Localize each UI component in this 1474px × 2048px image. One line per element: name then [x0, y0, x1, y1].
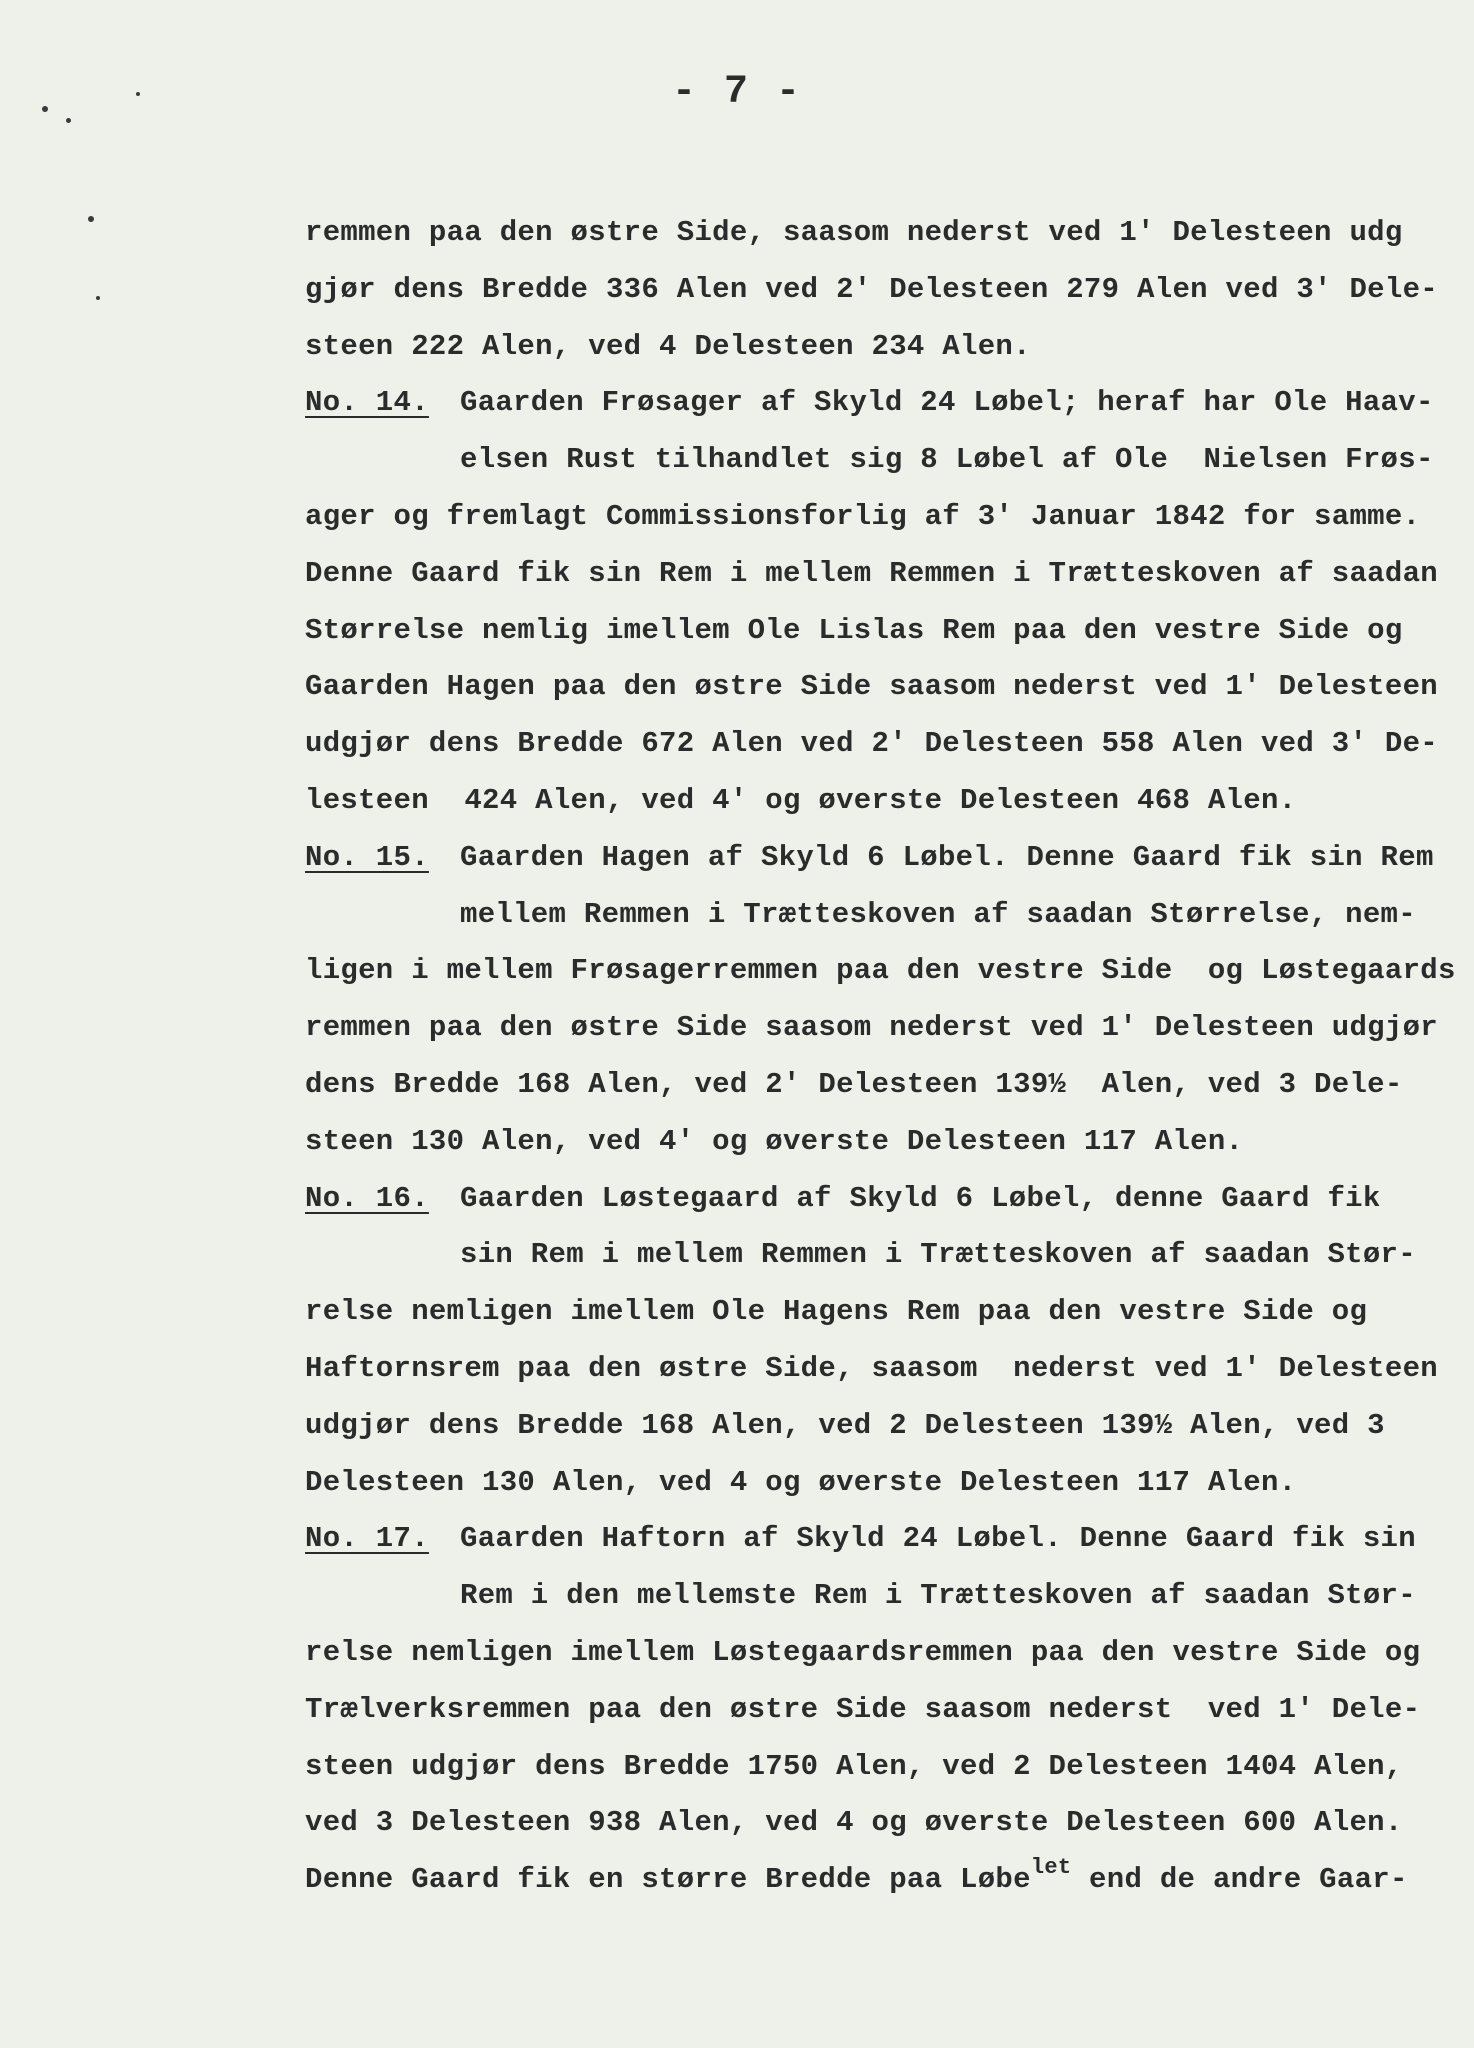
- text-line: relse nemligen imellem Ole Hagens Rem paa den vestre Side og: [305, 1295, 1368, 1329]
- text-line: Trælverksremmen paa den østre Side saasom nederst ved 1' Dele-: [305, 1692, 1421, 1726]
- text-line: Haftornsrem paa den østre Side, saasom nederst ved 1' Delesteen: [305, 1351, 1438, 1385]
- text-line: sin Rem i mellem Remmen i Trætteskoven af saadan Stør-: [460, 1238, 1416, 1272]
- text-line: relse nemligen imellem Løstegaardsremmen paa den vestre Side og: [305, 1635, 1421, 1669]
- body-text: [305, 205, 1456, 1909]
- margin-mark: [88, 216, 94, 222]
- page-number: - 7 -: [671, 70, 803, 115]
- text-line: dens Bredde 168 Alen, ved 2' Delesteen 139½ Alen, ved 3 Dele-: [305, 1067, 1403, 1101]
- margin-mark: [66, 118, 71, 123]
- text-line: steen udgjør dens Bredde 1750 Alen, ved 2 Delesteen 1404 Alen,: [305, 1749, 1403, 1783]
- entry-15-heading: [305, 830, 1445, 887]
- entry-number: No. 17.: [305, 1522, 429, 1556]
- margin-mark: [96, 296, 100, 300]
- text-line: remmen paa den østre Side saasom nederst ved 1' Delesteen udgjør: [305, 1011, 1438, 1045]
- text-line-last: [305, 1852, 1445, 1909]
- text-line: Gaarden Haftorn af Skyld 24 Løbel. Denne Gaard fik sin: [460, 1522, 1416, 1556]
- entry-number: No. 14.: [305, 386, 429, 420]
- text-line: Gaarden Løstegaard af Skyld 6 Løbel, denne Gaard fik: [460, 1181, 1381, 1215]
- text-line: steen 130 Alen, ved 4' og øverste Delesteen 117 Alen.: [305, 1124, 1244, 1158]
- text-line: ager og fremlagt Commissionsforlig af 3' Januar 1842 for samme.: [305, 499, 1421, 533]
- entry-17-heading: [305, 1511, 1445, 1568]
- text-line: Rem i den mellemste Rem i Trætteskoven af saadan Stør-: [460, 1579, 1416, 1613]
- text-line: ved 3 Delesteen 938 Alen, ved 4 og øverste Delesteen 600 Alen.: [305, 1806, 1403, 1840]
- text-line: mellem Remmen i Trætteskoven af saadan Størrelse, nem-: [460, 897, 1416, 931]
- text-line: Størrelse nemlig imellem Ole Lislas Rem paa den vestre Side og: [305, 613, 1403, 647]
- text-line: remmen paa den østre Side, saasom nederst ved 1' Delesteen udg: [305, 216, 1403, 249]
- entry-16-heading: [305, 1171, 1445, 1228]
- text-line: Gaarden Frøsager af Skyld 24 Løbel; heraf har Ole Haav-: [460, 386, 1434, 420]
- entry-14-heading: [305, 375, 1445, 432]
- text-line: udgjør dens Bredde 168 Alen, ved 2 Delesteen 139½ Alen, ved 3: [305, 1408, 1385, 1442]
- text-fragment: end de andre Gaar-: [1071, 1863, 1408, 1897]
- text-line: Gaarden Hagen af Skyld 6 Løbel. Denne Gaard fik sin Rem: [460, 840, 1434, 874]
- text-line: Gaarden Hagen paa den østre Side saasom nederst ved 1' Delesteen: [305, 670, 1438, 704]
- superscript-insertion: let: [1030, 1855, 1072, 1881]
- text-line: lesteen 424 Alen, ved 4' og øverste Delesteen 468 Alen.: [305, 783, 1297, 817]
- text-line: gjør dens Bredde 336 Alen ved 2' Delesteen 279 Alen ved 3' Dele-: [305, 272, 1438, 306]
- text-line: steen 222 Alen, ved 4 Delesteen 234 Alen.: [305, 329, 1031, 363]
- text-line: Denne Gaard fik sin Rem i mellem Remmen i Trætteskoven af saadan: [305, 556, 1438, 590]
- text-line: udgjør dens Bredde 672 Alen ved 2' Delesteen 558 Alen ved 3' De-: [305, 727, 1438, 761]
- text-fragment: Denne Gaard fik en større Bredde paa Løbe: [305, 1863, 1031, 1897]
- text-line: elsen Rust tilhandlet sig 8 Løbel af Ole Nielsen Frøs-: [460, 443, 1434, 477]
- text-line: ligen i mellem Frøsagerremmen paa den vestre Side og Løstegaards: [305, 954, 1456, 988]
- text-line: Delesteen 130 Alen, ved 4 og øverste Delesteen 117 Alen.: [305, 1465, 1297, 1499]
- entry-number: No. 16.: [305, 1181, 429, 1215]
- entry-number: No. 15.: [305, 840, 429, 874]
